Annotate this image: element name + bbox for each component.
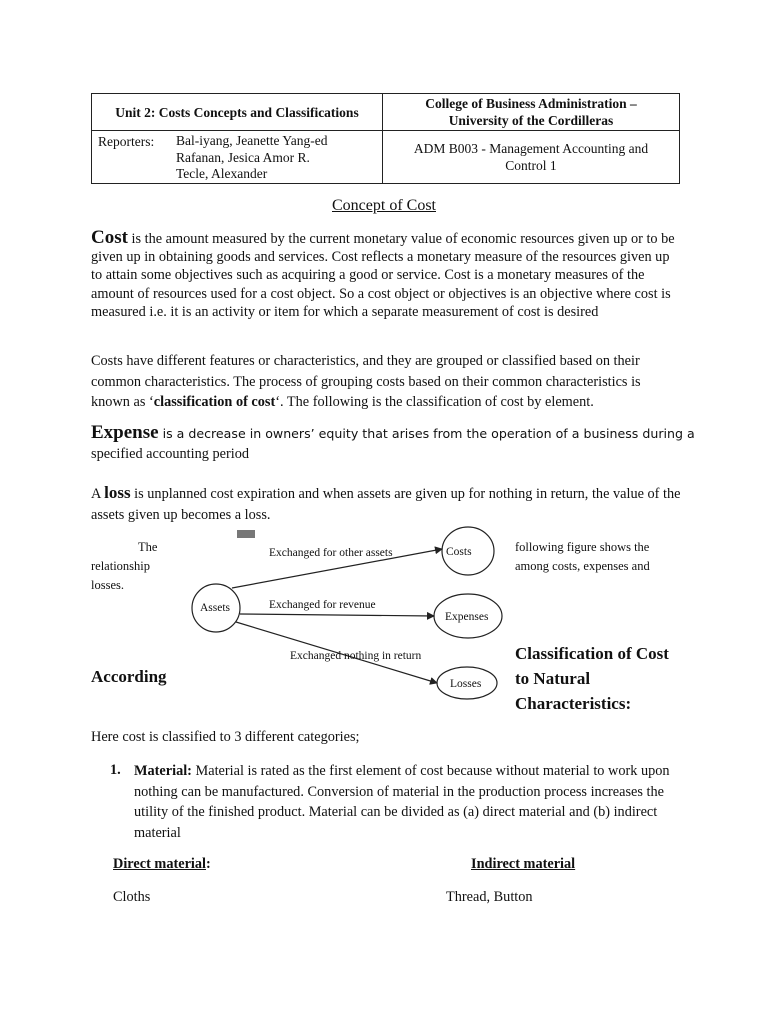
- figure-left-2: relationship: [91, 559, 151, 573]
- indirect-material-example: Thread, Button: [446, 889, 533, 905]
- figure-left-1: The: [138, 540, 158, 554]
- material-label: Material:: [134, 763, 192, 779]
- costs-label: Costs: [446, 546, 472, 558]
- course-line-2: Control 1: [505, 158, 557, 173]
- cost-term: Cost: [91, 227, 128, 248]
- classification-text: Costs have different features or characteristics, and they are grouped or classified based on their common characteristics. The process of grouping costs based on their common characteristics is known as ‘: [91, 353, 641, 410]
- assets-label: Assets: [200, 602, 231, 614]
- expenses-label: Expenses: [445, 611, 489, 623]
- expense-definition-end: specified accounting period: [91, 446, 249, 463]
- categories-intro: Here cost is classified to 3 different categories;: [91, 729, 360, 745]
- direct-material-heading: [113, 855, 313, 873]
- college-line-2: University of the Cordilleras: [448, 113, 614, 128]
- figure-right-1: following figure shows the: [515, 540, 650, 554]
- expense-term: Expense: [91, 422, 159, 443]
- college-line-1: College of Business Administration –: [425, 96, 637, 111]
- classification-paragraph: [91, 351, 683, 413]
- direct-material-colon: :: [206, 856, 211, 872]
- section-title: Concept of Cost: [332, 197, 436, 214]
- list-number: 1.: [110, 762, 121, 778]
- material-item: [134, 761, 678, 843]
- loss-prefix: A: [91, 486, 105, 502]
- classification-heading: [515, 641, 695, 716]
- cost-definition: is the amount measured by the current monetary value of economic resources given up or to be given up in obtaining goods and services. Cost reflects a monetary measure of the resources given up to attain some objectives such as acquiring a good or service. Cost is a monetary measures of the amount of resources used for a cost object. So a cost object or objectives is an objective where cost is measured i.e. it is an activity or item for which a separate measurement of cost is desired: [91, 231, 675, 320]
- figure-left-3: losses.: [91, 578, 124, 592]
- course-cell: [383, 131, 680, 184]
- according-word: According: [91, 667, 167, 686]
- course-line-1: ADM B003 - Management Accounting and: [413, 141, 649, 156]
- loss-paragraph: [91, 483, 683, 525]
- classification-heading-line-3: Characteristics:: [515, 694, 632, 713]
- material-description: Material is rated as the first element of cost because without material to work upon nothing can be manufactured. Conversion of material in the production process increases the utility of the finished product. Material can be divided as (a) direct material and (b) indirect material: [134, 763, 670, 841]
- edge-label-revenue: Exchanged for revenue: [269, 599, 376, 611]
- classification-heading-line-2: to Natural: [515, 669, 591, 688]
- expense-paragraph: [91, 422, 695, 463]
- unit-title: Unit 2: Costs Concepts and Classifications: [92, 94, 383, 131]
- indirect-material-heading: Indirect material: [471, 856, 576, 872]
- figure-right-2: among costs, expenses and: [515, 559, 650, 573]
- reporters-cell: [92, 131, 383, 184]
- direct-material-example: Cloths: [113, 889, 151, 905]
- college-name: [383, 94, 680, 131]
- reporter-name: Bal-iyang, Jeanette Yang-ed: [176, 133, 328, 148]
- expense-definition: is a decrease in owners’ equity that arises from the operation of a business during a: [158, 426, 695, 441]
- losses-label: Losses: [450, 678, 482, 690]
- classification-text-end: ‘. The following is the classification of cost by element.: [275, 394, 594, 410]
- classification-heading-line-1: Classification of Cost: [515, 644, 669, 663]
- reporters-label: Reporters:: [98, 134, 155, 149]
- loss-definition: is unplanned cost expiration and when assets are given up for nothing in return, the value of the assets given up becomes a loss.: [91, 486, 681, 523]
- direct-material-label: Direct material: [113, 856, 207, 872]
- classification-term: classification of cost: [153, 394, 276, 410]
- edge-arrow-expenses: [240, 614, 434, 616]
- edge-label-other-assets: Exchanged for other assets: [269, 547, 393, 559]
- reporter-name: Rafanan, Jesica Amor R.: [176, 149, 310, 165]
- cost-relationship-diagram: [180, 520, 510, 700]
- edge-label-nothing: Exchanged nothing in return: [290, 650, 422, 662]
- header-table: [91, 93, 680, 184]
- reporter-name: Tecle, Alexander: [176, 166, 268, 181]
- loss-term: loss: [104, 483, 131, 502]
- cost-paragraph: [91, 229, 683, 321]
